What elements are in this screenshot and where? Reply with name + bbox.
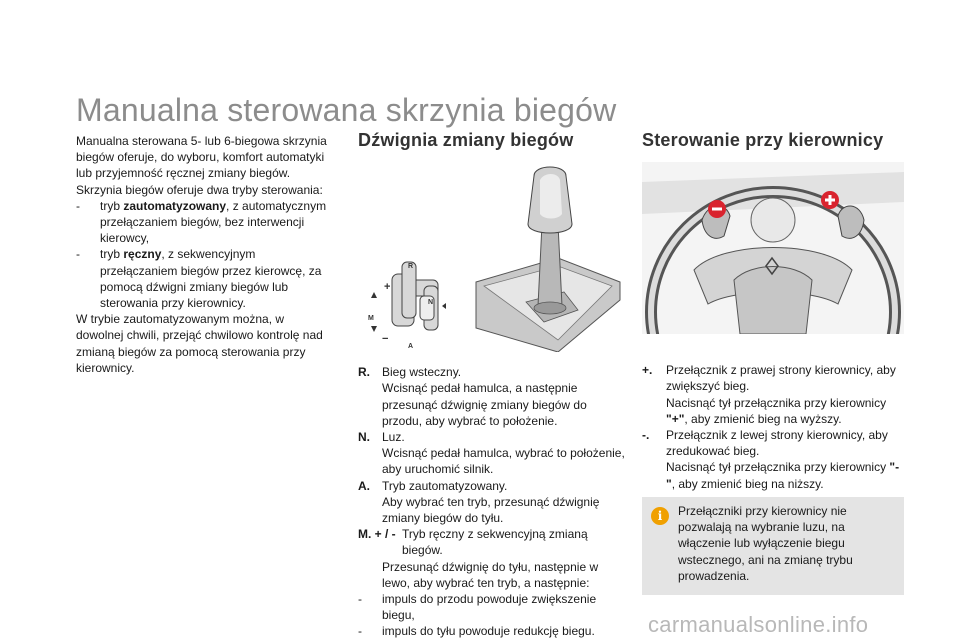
position-r-key: R. [358,365,370,380]
gate-label-n: N [428,299,434,307]
list-bullet: - [358,592,362,607]
position-n-step-text: Wcisnąć pedał hamulca, wybrać to położenie, aby uruchomić silnik. [382,446,625,477]
gate-arrow-up-icon [371,292,377,298]
paddle-plus-key: +. [642,363,653,378]
paddle-minus-symbol: "-" [666,460,900,491]
position-m-desc: Tryb ręczny z sekwencyjną zmianą biegów. [402,527,588,558]
position-m [358,526,628,558]
position-m-item-up [358,591,628,623]
steering-wheel-drawing [642,162,904,334]
gate-label-r: R [408,263,414,271]
gear-lever-column [358,132,628,640]
gear-lever-illustration [358,162,628,352]
mode-item-automated [76,198,334,247]
position-a-desc: Tryb zautomatyzowany. [382,478,508,493]
position-m-item-down-text: impuls do tyłu powoduje redukcję biegu. [382,624,595,639]
paddle-minus-key: -. [642,428,650,443]
intro-paragraph-1: Manualna sterowana 5- lub 6-biegowa skrzynia biegów oferuje, do wyboru, komfort automatyki lub przyjemność ręcznej zmiany biegów. [76,134,327,181]
plus-symbol-v [829,195,832,205]
position-r-step [358,380,628,429]
info-icon: i [651,507,669,525]
info-note [642,497,904,595]
gear-lever-title: Dźwignia zmiany biegów [358,130,574,150]
paddle-plus-desc: Przełącznik z prawej strony kierownicy, aby zwiększyć bieg. [666,363,896,394]
list-bullet: - [358,624,362,639]
steering-controls-column [642,132,904,492]
paddle-minus-desc: Przełącznik z lewej strony kierownicy, aby zredukować bieg. [666,428,888,459]
mode-name-automated: zautomatyzowany [123,198,227,213]
paddle-plus-step-text-c: , aby zmienić bieg na wyższy. [684,411,842,426]
intro-paragraph-3: W trybie zautomatyzowanym można, w dowolnej chwili, przejąć chwilowo kontrolę nad zmianą biegów za pomocą sterowania przy kierownicy. [76,312,323,375]
paddle-plus-symbol: "+" [666,411,685,426]
mode-item-text: , z sekwencyjnym przełączaniem biegów przez kierowcę, za pomocą dźwigni zmiany biegów lub sterowania przy kierownicy. [100,247,322,311]
info-note-text: Przełączniki przy kierownicy nie pozwalają na wybranie luzu, na włączenie lub wyłączenie biegu wstecznego, ani na zmianę trybu prowadzenia. [678,504,853,583]
page-title: Manualna sterowana skrzynia biegów [76,92,617,128]
position-a [358,478,628,494]
position-r-desc: Bieg wsteczny. [382,365,462,380]
list-bullet: - [76,198,80,213]
position-n-key: N. [358,430,370,445]
paddle-minus-step [642,459,904,491]
mode-item-manual [76,246,334,311]
minus-symbol [712,208,722,211]
position-m-step [358,559,628,591]
position-m-item-up-text: impuls do przodu powoduje zwiększenie biegu, [382,592,597,623]
watermark: carmanualsonline.info [648,612,869,637]
gate-a-slot [402,262,416,318]
gear-lever-drawing [358,162,628,352]
position-r [358,364,628,380]
paddle-plus-step-text-a: Nacisnąć tył przełącznika przy kierownicy [666,395,887,410]
lever-boot [534,302,566,314]
steering-wheel-illustration [642,162,904,352]
position-n-desc: Luz. [382,430,405,445]
position-n-step [358,445,628,477]
position-a-key: A. [358,478,370,493]
paddle-minus-step-text-c: , aby zmienić bieg na niższy. [671,476,824,491]
position-m-step-text: Przesunąć dźwignię do tyłu, następnie w lewo, aby wybrać ten tryb, a następnie: [382,559,599,590]
paddle-plus-step [642,395,904,427]
lever-shaft [538,224,562,306]
wheel-hub [734,267,812,335]
position-m-key: M. + / - [358,527,396,542]
mode-item-prefix: tryb [100,198,124,213]
gate-label-minus: − [382,333,389,346]
mode-name-manual: ręczny [123,247,162,262]
mode-item-prefix: tryb [100,247,124,262]
position-m-item-down [358,623,628,639]
position-a-step [358,494,628,526]
paddle-plus [642,362,904,394]
gate-arrow-n-icon [442,303,446,309]
gate-label-m: M [368,315,374,323]
list-bullet: - [76,247,80,262]
steering-controls-title: Sterowanie przy kierownicy [642,130,884,150]
gate-label-plus: + [384,281,391,294]
position-n [358,429,628,445]
gear-gate-diagram [392,262,438,330]
paddle-minus-step-text-a: Nacisnąć tył przełącznika przy kierownicy [666,460,890,475]
intro-paragraph-2: Skrzynia biegów oferuje dwa tryby sterowania: [76,182,323,197]
mode-item-text: , z automatycznym przełączaniem biegów, bez interwencji kierowcy, [100,198,327,246]
position-a-step-text: Aby wybrać ten tryb, przesunąć dźwignię zmiany biegów do tyłu. [382,494,600,526]
intro-column [76,133,334,376]
lever-knob-highlight [540,174,562,219]
position-r-step-text: Wcisnąć pedał hamulca, a następnie przesunąć dźwignię zmiany biegów do przodu, aby wybrać to położenie. [382,381,587,428]
gate-arrow-down-icon [371,326,377,332]
instrument-dial [751,198,795,242]
paddle-minus [642,427,904,459]
gate-label-a: A [408,343,414,351]
